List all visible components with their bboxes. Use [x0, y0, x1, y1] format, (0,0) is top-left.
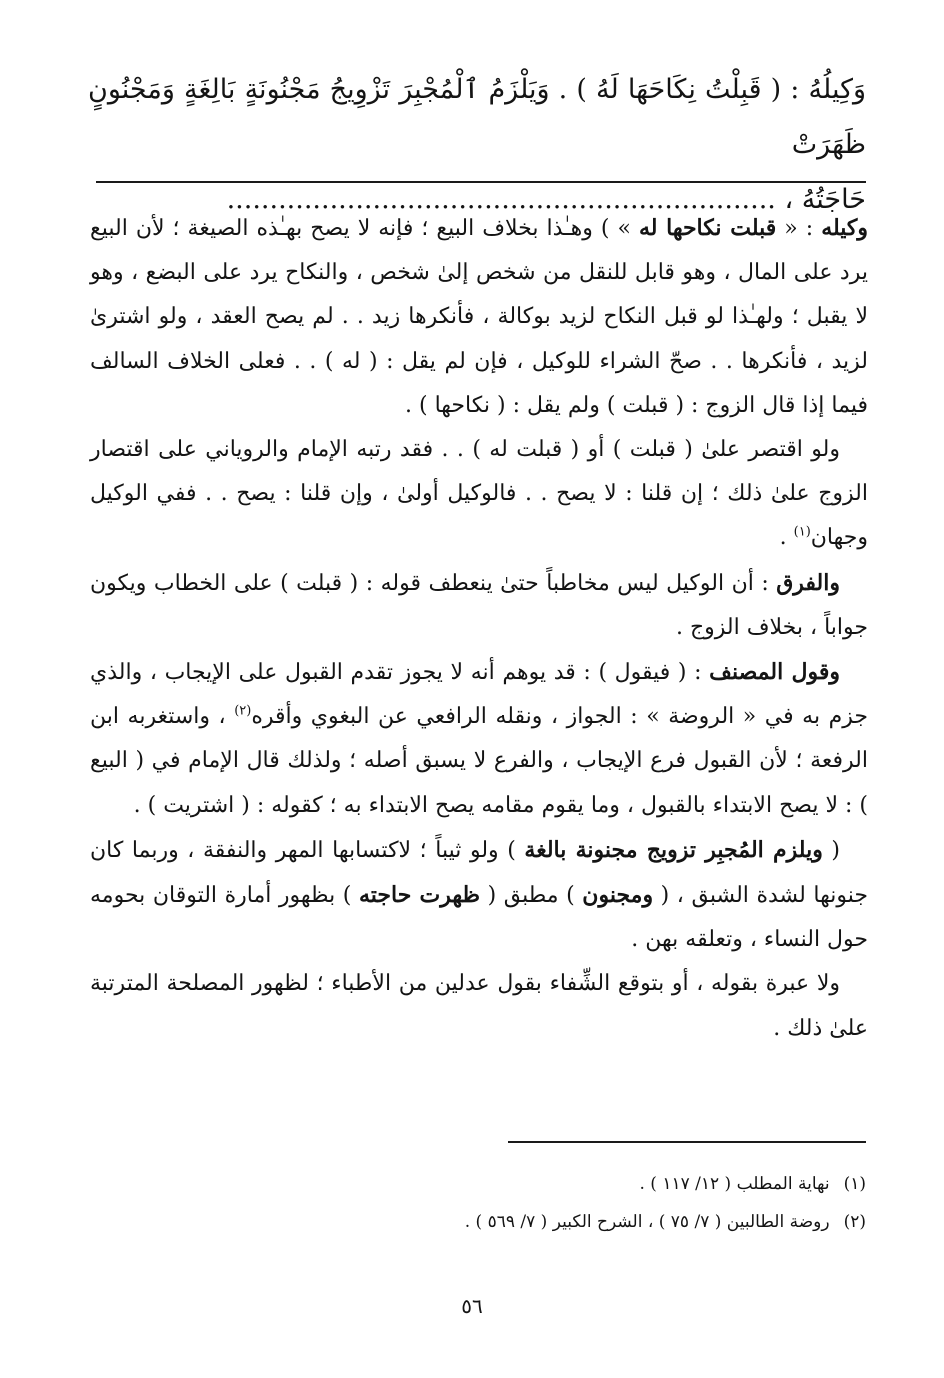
commentary-text-run: » ) وهـٰذا بخلاف البيع ؛ فإنه لا يصح بهـٰذه الصيغة ؛ لأن البيع يرد على المال ، وهو قابل للنقل من شخص إلىٰ شخص ، والنكاح يرد على البضع ، وهو لا يقبل ؛ ولهـٰذا لو قبل النكاح لزيد بوكالة ، فأنكرها زيد . . لم يصح العقد ، ولو اشترىٰ لزيد ، فأنكرها . . صحّ الشراء للوكيل ، فإن لم يقل : ( له ) . . فعلى الخلاف السالف فيما إذا قال الزوج : ( قبلت ) ولم يقل : ( نكاحها ) .	[90, 216, 868, 418]
commentary-text-run: ولو اقتصر علىٰ ( قبلت ) أو ( قبلت له ) . . فقد رتبه الإمام والروياني على اقتصار الزوج علىٰ ذلك ؛ إن قلنا : لا يصح . . فالوكيل أولىٰ ، وإن قلنا : يصح . . ففي الوكيل وجهان	[90, 437, 868, 551]
page-number: ٥٦	[461, 1294, 483, 1318]
commentary-text-run: (	[822, 837, 840, 863]
bold-term: والفرق	[776, 569, 840, 596]
matn-line-1: وَكِيلُهُ : ( قَبِلْتُ نِكَاحَهَا لَهُ ) . وَيَلْزَمُ ٱلْمُجْبِرَ تَزْوِيجُ مَجْنُونَةٍ بَالِغَةٍ وَمَجْنُونٍ ظَهَرَتْ	[88, 74, 866, 160]
footnote-number: (١)	[843, 1174, 866, 1194]
footnote-text: نهاية المطلب ( ١٢/ ١١٧ ) .	[639, 1174, 830, 1194]
commentary-paragraph-6	[90, 962, 868, 1050]
matn-separator-rule	[96, 181, 866, 183]
bold-term: ظهرت حاجته	[358, 882, 481, 909]
commentary-text-run: : ( فيقول ) : قد يوهم أنه لا يجوز تقدم القبول على الإيجاب ، والذي جزم به في « الروضة » : الجواز ، ونقله الرافعي عن البغوي وأقره	[90, 660, 869, 730]
commentary-text-run: .	[779, 525, 794, 551]
commentary-text	[90, 206, 868, 1051]
commentary-text-run: ولا عبرة بقوله ، أو بتوقع الشِّفاء بقول عدلين من الأطباء ؛ لظهور المصلحة المترتبة علىٰ ذلك .	[90, 971, 868, 1041]
footnote-2	[90, 1203, 866, 1241]
footnotes	[90, 1165, 866, 1241]
matn-text	[88, 62, 866, 227]
commentary-paragraph-3	[90, 561, 868, 650]
commentary-text-run: ، واستغربه ابن الرفعة ؛ لأن القبول فرع الإيجاب ، والفرع لا يسبق أصله ؛ ولذلك قال الإمام في ( البيع ) : لا يصح الابتداء بالقبول ، وما يقوم مقامه يصح الابتداء به ؛ كقوله : ( اشتريت ) .	[90, 704, 868, 818]
commentary-text-run: ) ولو ثيباً ؛ لاكتسابها المهر والنفقة ، وربما كان جنونها لشدة الشبق ، (	[90, 837, 869, 909]
commentary-paragraph-2	[90, 428, 868, 561]
footnote-ref-1: (١)	[793, 525, 811, 541]
commentary-paragraph-1	[90, 206, 868, 428]
footnote-separator-rule	[508, 1141, 866, 1143]
bold-term: ويلزم المُجبِر تزويج مجنونة بالغة	[524, 836, 823, 863]
matn-line-2-text: حَاجَتُهُ ،	[784, 184, 866, 215]
bold-term: وكيله	[821, 215, 869, 241]
commentary-paragraph-4	[90, 650, 868, 828]
footnote-number: (٢)	[843, 1212, 866, 1232]
bold-term: قبلت نكاحها له	[638, 215, 777, 241]
commentary-text-run: ) بظهور أمارة التوقان بحومه حول النساء ، وتعلقه بهن .	[90, 883, 868, 953]
commentary-text-run: : أن الوكيل ليس مخاطباً حتىٰ ينعطف قوله : ( قبلت ) على الخطاب ويكون جواباً ، بخلاف الزوج .	[90, 570, 868, 640]
bold-term: وقول المصنف	[709, 659, 840, 686]
commentary-text-run: : «	[776, 216, 822, 241]
matn-dots: ................................................................	[226, 184, 776, 215]
footnote-ref-2: (٢)	[234, 703, 252, 719]
footnote-1	[90, 1165, 866, 1203]
footnote-text: روضة الطالبين ( ٧/ ٧٥ ) ، الشرح الكبير ( ٧/ ٥٦٩ ) .	[464, 1212, 830, 1232]
commentary-paragraph-5	[90, 828, 868, 963]
commentary-text-run: ) مطبق (	[480, 883, 583, 909]
bold-term: ومجنون	[582, 882, 654, 909]
